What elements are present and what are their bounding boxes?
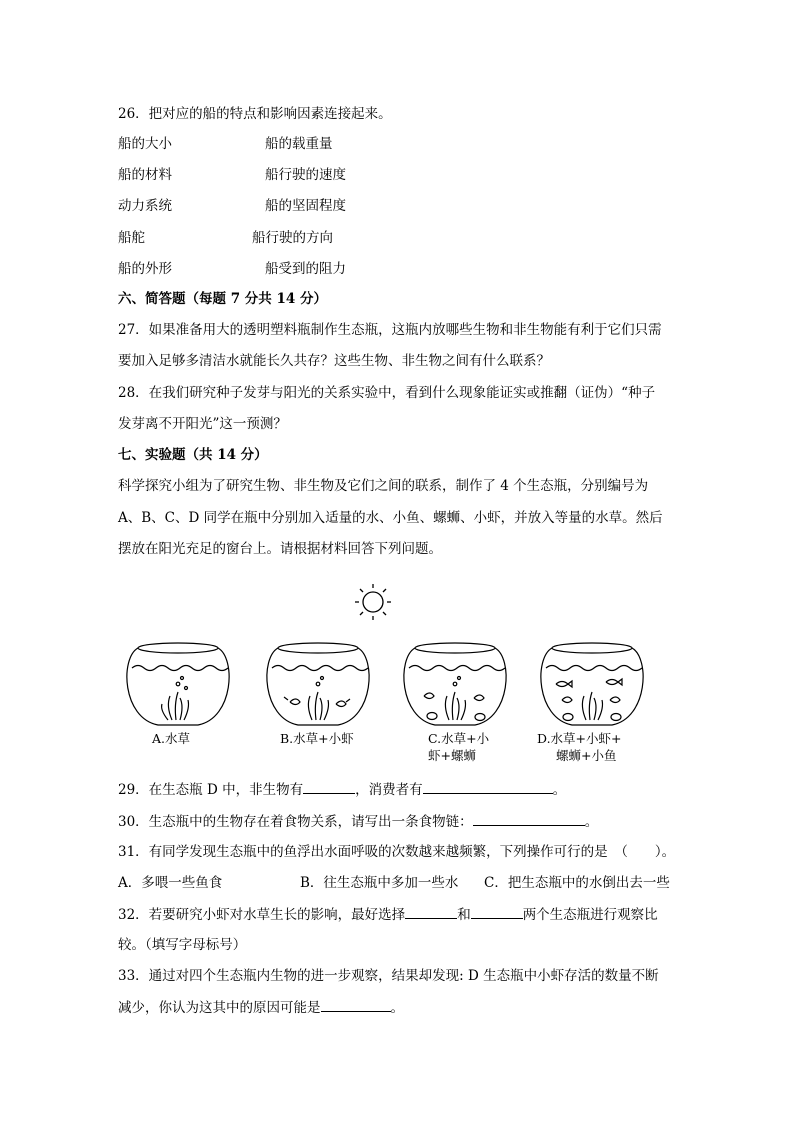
q33-line1: 33．通过对四个生态瓶内生物的进一步观察，结果却发现: D 生态瓶中小虾存活的数量不断 [118,968,659,984]
q27-line2: 要加入足够多清洁水就能长久共存？这些生物、非生物之间有什么联系？ [118,353,550,369]
q33-blank[interactable] [321,997,391,1012]
bottle-b-label [280,731,354,746]
q29-blank-1[interactable] [303,779,355,794]
q30-blank[interactable] [473,811,585,826]
q33-line2 [118,997,404,1018]
q28-line1: 28．在我们研究种子发芽与阳光的关系实验中，看到什么现象能证实或推翻（证伪）“种子 [118,385,656,401]
q32-line2: 较。（填写字母标号） [118,937,247,953]
q27-line1: 27．如果准备用大的透明塑料瓶制作生态瓶，这瓶内放哪些生物和非生物能有利于它们只需 [118,322,662,338]
q29 [118,779,566,800]
q26-right-3: 船的坚固程度 [265,198,346,214]
q26-right-1: 船的载重量 [265,136,333,152]
q29-text-b: ，消费者有 [355,782,423,798]
section7-heading: 七、实验题（共 14 分） [118,447,268,463]
ecosystem-bottles-figure [110,580,670,770]
q31-option-b[interactable]: B．往生态瓶中多加一些水 [300,875,459,891]
section6-heading: 六、简答题（每题 7 分共 14 分） [118,291,327,307]
q30 [118,811,598,832]
q26-right-4: 船行驶的方向 [252,230,333,246]
bottle-a [127,643,229,725]
q29-text-a: 29．在生态瓶 D 中，非生物有 [118,782,304,798]
q29-text-c: 。 [552,782,567,798]
bottle-d-label-line1: D.水草+小虾+ [537,731,622,746]
bottle-c [404,643,506,725]
q26-title: 26．把对应的船的特点和影响因素连接起来。 [118,106,392,122]
q32-text-b: 和 [457,907,471,923]
q33-text-a: 减少，你认为这其中的原因可能是 [118,1000,321,1016]
bottle-b-label-line1: B.水草+小虾 [280,731,354,746]
bottle-d [541,643,643,725]
bottle-c-label-line1: C.水草+小 [428,731,490,746]
q26-left-2: 船的材料 [118,167,172,183]
bottle-c-label-line2: 虾+螺蛳 [428,748,476,763]
q30-text-c: 。 [584,814,599,830]
bottle-b [267,643,369,725]
bottle-d-label [537,731,622,763]
q28-line2: 发芽离不开阳光”这一预测？ [118,416,287,432]
q32-text-c: 两个生态瓶进行观察比 [522,907,658,923]
q32-blank-2[interactable] [471,904,523,919]
intro-line3: 摆放在阳光充足的窗台上。请根据材料回答下列问题。 [118,541,442,557]
bottle-c-label [428,731,490,763]
q30-text-a: 30．生态瓶中的生物存在着食物关系，请写出一条食物链： [118,814,473,830]
q26-left-4: 船舵 [118,230,145,246]
q31-option-a[interactable]: A．多喂一些鱼食 [118,875,223,891]
q32-line1 [118,904,658,925]
q31-stem: 31．有同学发现生态瓶中的鱼浮出水面呼吸的次数越来越频繁，下列操作可行的是 （ ）。 [118,844,676,860]
bottle-a-label [151,731,191,746]
intro-line1: 科学探究小组为了研究生物、非生物及它们之间的联系，制作了 4 个生态瓶，分别编号为 [118,478,649,494]
q33-text-c: 。 [390,1000,404,1016]
q32-blank-1[interactable] [405,904,457,919]
q29-blank-2[interactable] [423,779,553,794]
sun-icon [355,584,391,620]
q26-left-5: 船的外形 [118,261,172,277]
q26-right-2: 船行驶的速度 [265,167,346,183]
q26-right-5: 船受到的阻力 [265,261,346,277]
q31-option-c[interactable]: C．把生态瓶中的水倒出去一些 [484,875,670,891]
intro-line2: A、B、C、D 同学在瓶中分别加入适量的水、小鱼、螺蛳、小虾，并放入等量的水草。然后 [118,510,663,526]
bottle-d-label-line2: 螺蛳+小鱼 [556,748,617,763]
q26-left-1: 船的大小 [118,136,172,152]
bottle-a-label-line1: A.水草 [152,731,191,746]
q32-text-a: 32．若要研究小虾对水草生长的影响，最好选择 [118,907,406,923]
q26-left-3: 动力系统 [118,198,172,214]
